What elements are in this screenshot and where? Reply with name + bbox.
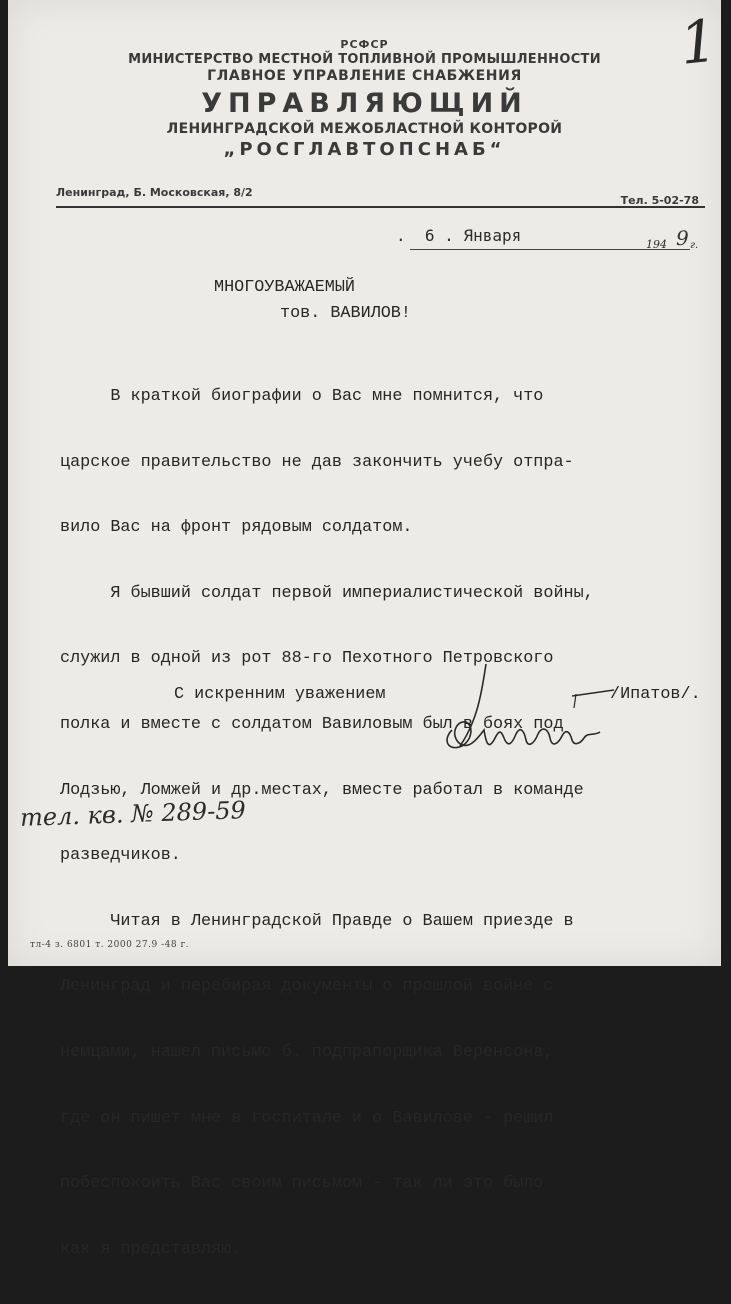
closing-phrase: С искренним уважением	[174, 685, 386, 704]
body-line: вило Вас на фронт рядовым солдатом.	[60, 518, 413, 538]
body-line: Я бывший солдат первой империалистической войны,	[60, 583, 594, 603]
handwritten-note: тел. кв. № 289-59	[19, 796, 247, 832]
letterhead-title: УПРАВЛЯЮЩИЙ	[201, 88, 528, 119]
date-year-suffix: г.	[690, 240, 699, 251]
letterhead-ministry: МИНИСТЕРСТВО МЕСТНОЙ ТОПЛИВНОЙ ПРОМЫШЛЕННОСТИ	[128, 52, 601, 67]
letterhead-department: ГЛАВНОЕ УПРАВЛЕНИЕ СНАБЖЕНИЯ	[207, 68, 522, 84]
body-line: разведчиков.	[60, 846, 181, 866]
body-line: царское правительство не дав закончить учебу отпра-	[60, 452, 574, 472]
print-footer: тл-4 з. 6801 т. 2000 27.9 -48 г.	[30, 940, 190, 950]
letter-page	[8, 0, 721, 1259]
body-line: где он пишет мне в госпитале и о Вавилове - решил	[60, 1108, 554, 1128]
letterhead-phone: Тел. 5-02-78	[620, 194, 699, 207]
letterhead-address: Ленинград, Б. Московская, 8/2	[56, 186, 253, 199]
date-year-digit: 9	[676, 226, 689, 250]
date-line: . 6 . Января	[396, 226, 522, 245]
body-line: Лодзью, Ломжей и др.местах, вместе работал в команде	[60, 780, 584, 800]
salutation-line-2: тов. ВАВИЛОВ!	[280, 304, 411, 323]
handwritten-page-number: 1	[676, 6, 721, 78]
body-line: служил в одной из рот 88-го Пехотного Петровского	[60, 649, 554, 669]
body-line: Читая в Ленинградской Правде о Вашем приезде в	[60, 911, 574, 931]
body-line: побеспокоить Вас своим письмом - так ли это было	[60, 1174, 544, 1194]
letterhead-office: ЛЕНИНГРАДСКОЙ МЕЖОБЛАСТНОЙ КОНТОРОЙ	[166, 121, 563, 137]
body-line: как я представляю.	[60, 1239, 242, 1259]
salutation-line-1: МНОГОУВАЖАЕМЫЙ	[214, 278, 355, 297]
letterhead-rsfsr: РСФСР	[340, 38, 389, 51]
handwritten-signature	[438, 660, 618, 760]
body-line: полка и вместе с солдатом Вавиловым был в боях под	[60, 714, 564, 734]
typed-name: /Ипатов/.	[610, 685, 701, 704]
body-line: Ленинград и перебирая документы о прошлой войне с	[60, 977, 554, 997]
letterhead-organization: „РОСГЛАВТОПСНАБ“	[223, 139, 506, 160]
date-year-prefix: 194	[646, 238, 667, 251]
letterhead	[8, 38, 721, 160]
body-line: немцами, нашел письмо б. подпрапорщика Веренсона,	[60, 1042, 554, 1062]
letterhead-rule	[56, 206, 705, 208]
body-line: В краткой биографии о Вас мне помнится, что	[60, 387, 544, 406]
